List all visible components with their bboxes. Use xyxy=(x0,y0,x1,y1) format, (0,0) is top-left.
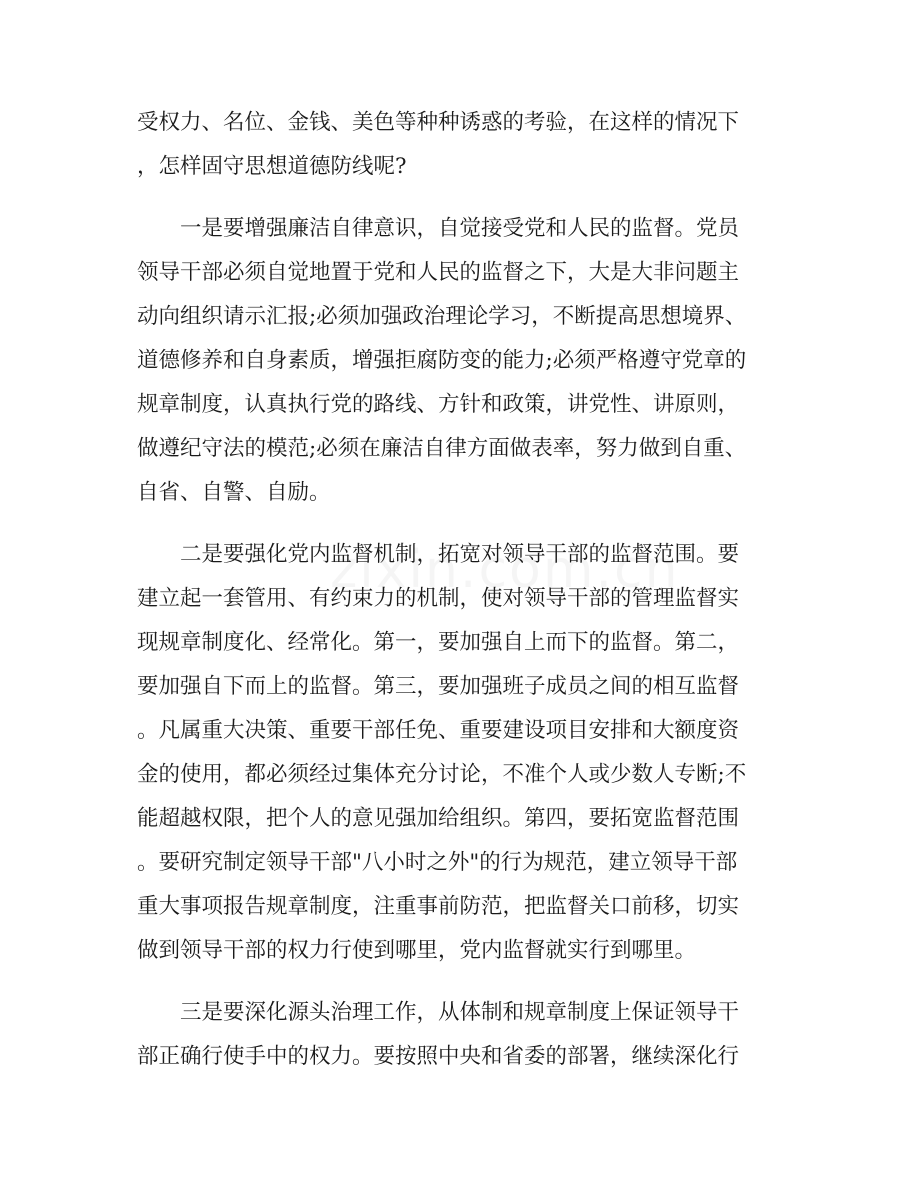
paragraph-1-line-2: ，怎样固守思想道德防线呢? xyxy=(137,154,407,179)
paragraph-2-line-1: 一是要增强廉洁自律意识，自觉接受党和人民的监督。党员 xyxy=(137,216,740,241)
paragraph-3-line-10: 做到领导干部的权力行使到哪里，党内监督就实行到哪里。 xyxy=(137,938,697,963)
paragraph-2-line-2: 领导干部必须自觉地置于党和人民的监督之下，大是大非问题主 xyxy=(137,260,740,285)
paragraph-2-line-3: 动向组织请示汇报;必须加强政治理论学习，不断提高思想境界、 xyxy=(137,304,747,329)
paragraph-2-line-6: 做遵纪守法的模范;必须在廉洁自律方面做表率，努力做到自重、 xyxy=(137,436,747,461)
paragraph-3-line-7: 能超越权限，把个人的意见强加给组织。第四，要拓宽监督范围 xyxy=(137,806,740,831)
paragraph-3-line-8: 。要研究制定领导干部"八小时之外"的行为规范，建立领导干部 xyxy=(137,850,738,875)
paragraph-3-line-9: 重大事项报告规章制度，注重事前防范，把监督关口前移，切实 xyxy=(137,894,740,919)
paragraph-3-line-2: 建立起一套管用、有约束力的机制，使对领导干部的管理监督实 xyxy=(137,586,740,611)
paragraph-3-line-3: 现规章制度化、经常化。第一，要加强自上而下的监督。第二， xyxy=(137,630,740,655)
paragraph-3-line-1: 二是要强化党内监督机制，拓宽对领导干部的监督范围。要 xyxy=(137,542,740,567)
paragraph-1-line-1: 受权力、名位、金钱、美色等种种诱惑的考验，在这样的情况下 xyxy=(137,110,740,135)
paragraph-4-line-1: 三是要深化源头治理工作，从体制和规章制度上保证领导干 xyxy=(137,1000,740,1025)
paragraph-2-line-5: 规章制度，认真执行党的路线、方针和政策，讲党性、讲原则， xyxy=(137,392,740,417)
paragraph-3-line-4: 要加强自下而上的监督。第三，要加强班子成员之间的相互监督 xyxy=(137,674,740,699)
paragraph-4-line-2: 部正确行使手中的权力。要按照中央和省委的部署，继续深化行 xyxy=(137,1044,740,1069)
paragraph-3-line-6: 金的使用，都必须经过集体充分讨论，不准个人或少数人专断;不 xyxy=(137,762,747,787)
paragraph-2-line-4: 道德修养和自身素质，增强拒腐防变的能力;必须严格遵守党章的 xyxy=(137,348,747,373)
paragraph-3-line-5: 。凡属重大决策、重要干部任免、重要建设项目安排和大额度资 xyxy=(137,718,740,743)
paragraph-2-line-7: 自省、自警、自励。 xyxy=(137,480,331,505)
